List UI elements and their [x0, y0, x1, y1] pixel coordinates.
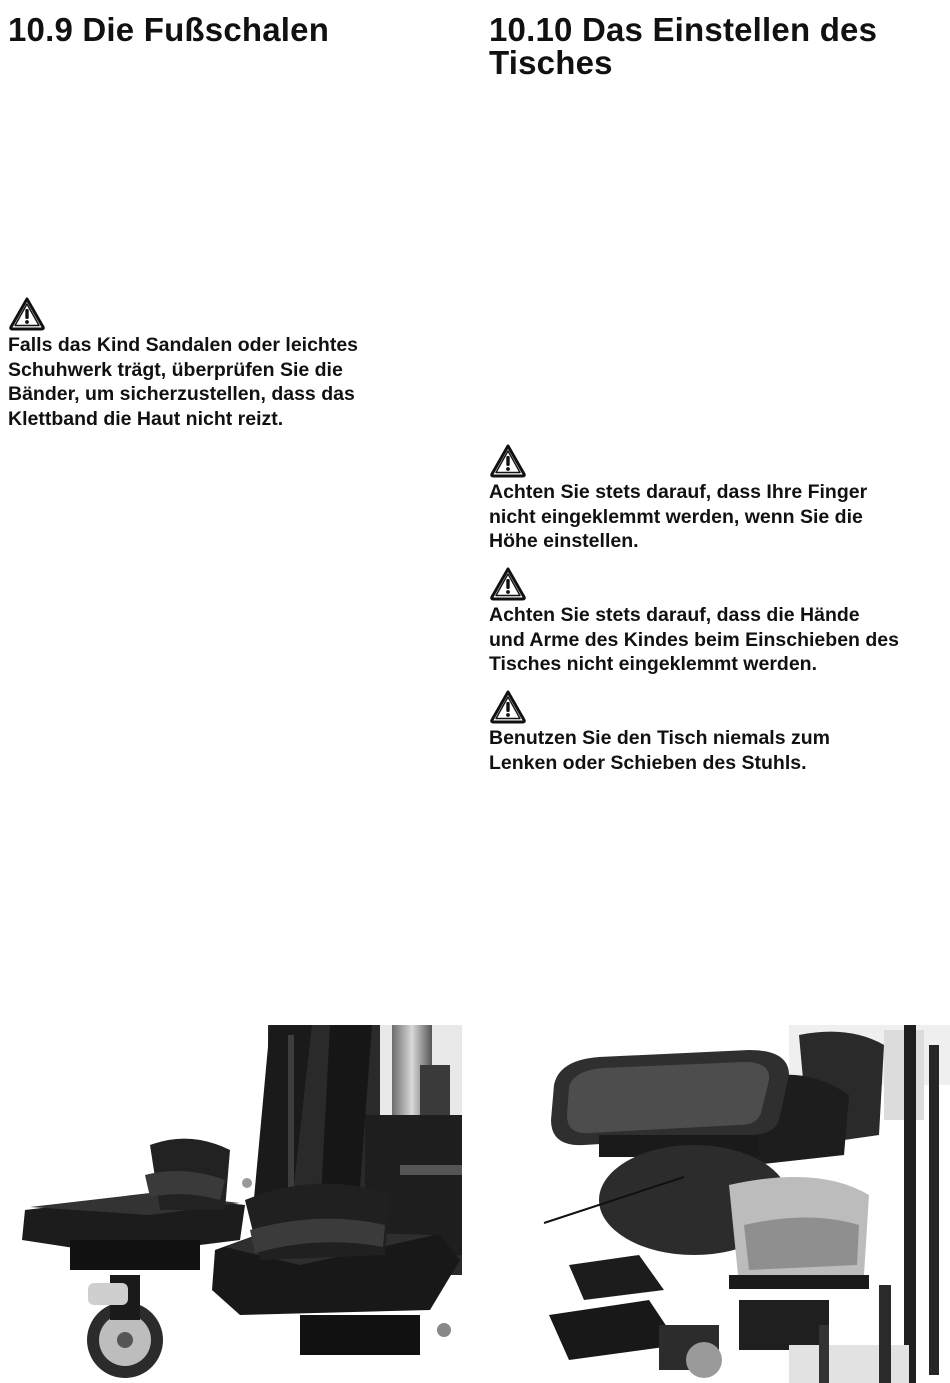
warning-triangle-icon — [8, 296, 46, 332]
warning-line: und Arme des Kindes beim Einschieben des — [489, 628, 899, 651]
warning-line: Klettband die Haut nicht reizt. — [8, 407, 284, 430]
warning-line: Schuhwerk trägt, überprüfen Sie die — [8, 358, 343, 381]
warning-line: Bänder, um sicherzustellen, dass das — [8, 383, 355, 405]
heading-line: Tisches — [489, 44, 613, 81]
warning-line: nicht eingeklemmt werden, wenn Sie die — [489, 505, 863, 528]
warning-text — [489, 603, 944, 677]
warning-triangle-icon — [489, 566, 527, 602]
footplates-photo — [0, 1025, 462, 1383]
warning-block — [489, 566, 944, 677]
warning-block — [489, 689, 944, 775]
warning-text — [8, 333, 438, 431]
warning-line: Achten Sie stets darauf, dass die Hände — [489, 604, 860, 626]
warning-line: Benutzen Sie den Tisch niemals zum — [489, 727, 830, 749]
warning-line: Tisches nicht eingeklemmt werden. — [489, 653, 817, 675]
warning-triangle-icon — [489, 443, 527, 479]
warning-line: Falls das Kind Sandalen oder leichtes — [8, 334, 359, 356]
tray-photo — [489, 1025, 950, 1383]
section-heading-footplates: 10.9 Die Fußschalen — [8, 11, 330, 48]
warning-line: Lenken oder Schieben des Stuhls. — [489, 751, 807, 774]
heading-line: 10.10 Das Einstellen des — [489, 11, 878, 48]
section-heading-tray — [489, 13, 877, 79]
warning-line: Achten Sie stets darauf, dass Ihre Finger — [489, 481, 868, 503]
warning-line: Höhe einstellen. — [489, 530, 639, 552]
warning-block — [489, 443, 944, 554]
warning-triangle-icon — [489, 689, 527, 725]
warning-block — [8, 296, 438, 431]
warning-text — [489, 726, 944, 775]
warning-text — [489, 480, 944, 554]
